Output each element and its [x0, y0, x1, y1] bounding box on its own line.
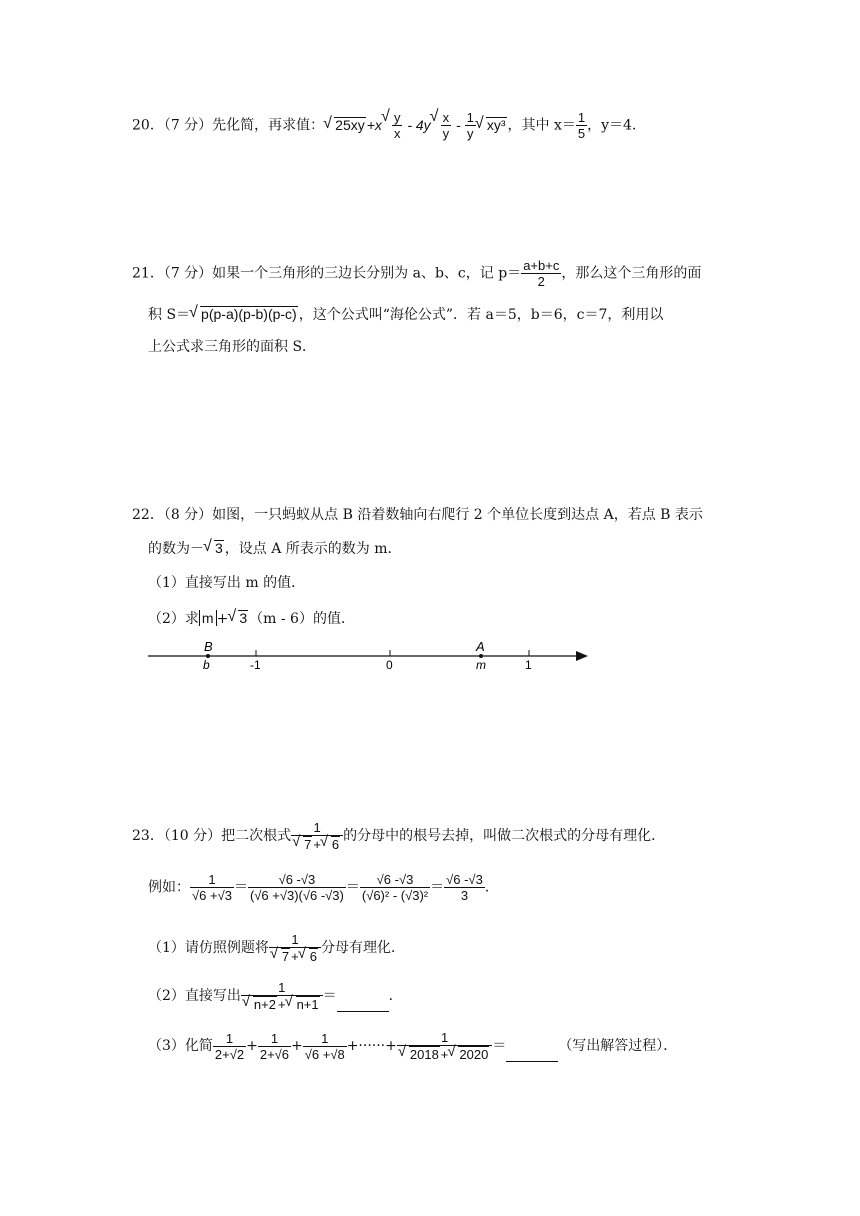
point-b-label: B: [204, 639, 213, 654]
q20-x-value: $\frac{1}{5}$: [577, 110, 586, 141]
q23-definition-fraction: 1 √ 7 +√ 6: [291, 820, 343, 852]
q20-label: 20．（7 分）先化简，再求值：: [132, 117, 325, 134]
q22-line-1: 22．（8 分）如图，一只蚂蚁从点 B 沿着数轴向右爬行 2 个单位长度到达点 A，若点 B 表示: [132, 507, 703, 523]
example-frac-2: $\frac{√6 -√3}{(√6 +√3)(√6 -√3)}$: [249, 872, 344, 903]
number-line-figure: [140, 636, 600, 676]
q20-condition-suffix: ，y＝4．: [587, 117, 646, 134]
q20-condition-prefix: ，其中 x＝: [507, 117, 576, 134]
question-20: [132, 110, 646, 141]
tick-label-neg1: -1: [250, 658, 261, 672]
q21-heron-formula: √ p(p-a)(p-b)(p-c): [190, 306, 298, 321]
tick-label-zero: 0: [386, 658, 393, 672]
q20-expression: √ 25xy +x √ $\frac{y}{x}$ - 4y √ $\frac{x}{y}$ - $\frac{1}{y}$ √ xy³: [324, 117, 507, 133]
q23-sub-2: （2）直接写出 1 √ n+2 +√ n+1 ＝ ．: [148, 980, 403, 1012]
q21-line-3: 上公式求三角形的面积 S．: [148, 339, 317, 355]
q23-answer-blank-2[interactable]: [337, 999, 389, 1012]
q23-sub-1: （1）请仿照例题将 1 √ 7 +√ 6 分母有理化．: [148, 932, 405, 964]
q23-answer-blank-3[interactable]: [506, 1049, 558, 1062]
q22-line-2: 的数为－√ 3 ，设点 A 所表示的数为 m．: [148, 540, 402, 556]
q23-line-1: 23．（10 分）把二次根式 1 √ 7 +√ 6 的分母中的根号去掉，叫做二次根式的分母有理化．: [132, 820, 665, 852]
tick-label-one: 1: [525, 658, 532, 672]
q21-p-fraction: $\frac{a+b+c}{2}$: [523, 258, 560, 289]
point-a-value-label: m: [476, 658, 486, 672]
number-line-arrow: [576, 651, 588, 661]
q23-sub-3: （3）化简 $\frac{1}{2+√2}$ + $\frac{1}{2+√6}$ + $\frac{1}{√6 +√8}$ +······+ 1 √ 2018 +√ 2020 ＝ （写出解答过程）．: [148, 1030, 677, 1062]
q21-line-1: 21．（7 分）如果一个三角形的三边长分别为 a、b、c，记 p＝ $\frac{a+b+c}{2}$ ，那么这个三角形的面: [132, 258, 702, 289]
q22-sub-1: （1）直接写出 m 的值．: [148, 575, 306, 591]
q23-example: 例如： $\frac{1}{√6 +√3}$ ＝ $\frac{√6 -√3}{(√6 +√3)(√6 -√3)}$ ＝ $\frac{√6 -√3}{\text{(√6)² - (√3)²}}$ ＝ $\frac{√6 -√3}{3}$ .: [148, 872, 490, 903]
q21-line-2: 积 S＝√ p(p-a)(p-b)(p-c) ，这个公式叫“海伦公式”．若 a＝5，b＝6，c＝7，利用以: [148, 306, 663, 322]
example-frac-3: $\frac{√6 -√3}{\text{(√6)² - (√3)²}}$: [361, 872, 429, 903]
point-a-label: A: [476, 639, 485, 654]
point-b-value-label: b: [203, 658, 210, 672]
q22-sub-2: （2）求 m +√ 3 （m - 6）的值．: [148, 610, 355, 626]
example-frac-4: $\frac{√6 -√3}{3}$: [446, 872, 483, 903]
example-frac-1: $\frac{1}{√6 +√3}$: [192, 872, 232, 903]
